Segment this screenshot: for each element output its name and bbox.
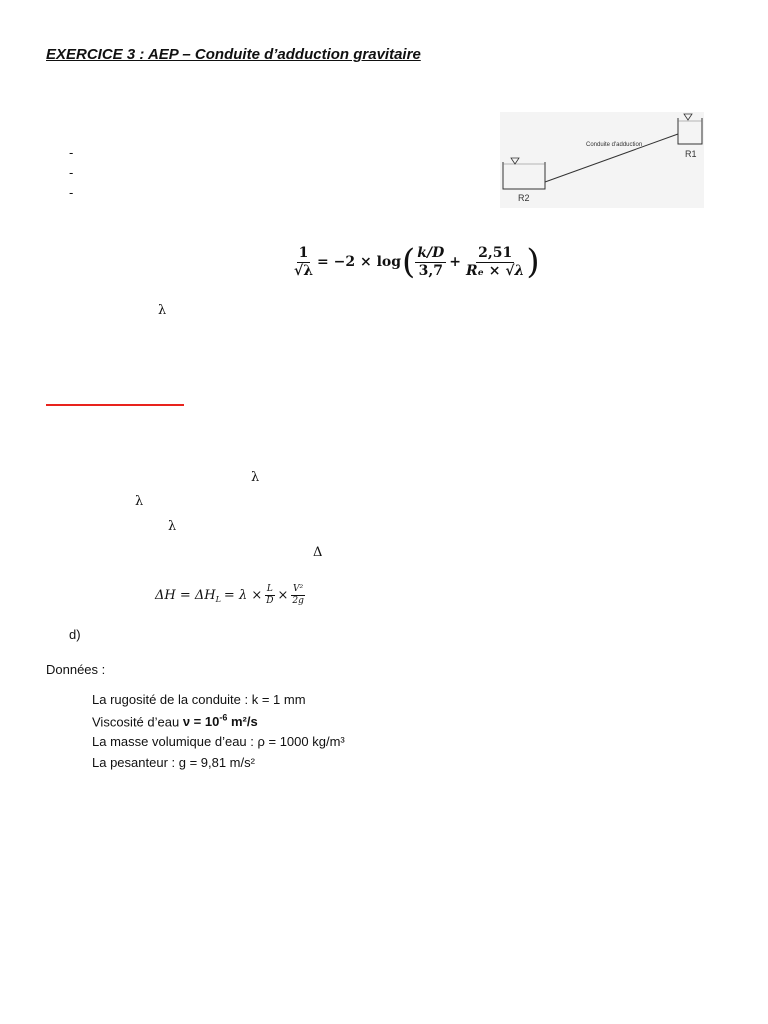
colebrook-equation (292, 240, 540, 284)
head-loss-times: × (277, 587, 289, 603)
colebrook-term2-den: Rₑ × √λ (466, 262, 525, 279)
head-loss-equals-lambda: = λ × (223, 587, 263, 603)
head-loss-subscript: L (215, 594, 221, 604)
frac-v2g-den: 2g (292, 595, 304, 606)
bullet-dash-2: - (69, 165, 74, 180)
colebrook-lhs-num: 1 (298, 245, 309, 262)
red-separator (46, 404, 184, 406)
viscosite-value: ν = 10 (182, 714, 220, 730)
item-d-label: d) (69, 627, 81, 642)
colebrook-term1-fraction (415, 245, 446, 278)
donnee-masse-volumique: La masse volumique d’eau : ρ = 1000 kg/m³ (92, 734, 345, 749)
colebrook-lhs-den: √λ (294, 262, 314, 279)
r2-label: R2 (518, 193, 530, 203)
lambda-symbol-1: λ (158, 303, 167, 318)
colebrook-term2-num: 2,51 (478, 245, 513, 262)
head-loss-lhs: ΔH = ΔH (155, 587, 216, 603)
donnee-viscosite (92, 713, 258, 729)
exercise-title: EXERCICE 3 : AEP – Conduite d’adduction gravitaire (46, 46, 421, 63)
bullet-dash-3: - (69, 185, 74, 200)
r1-label: R1 (685, 149, 697, 159)
head-loss-frac-ld (264, 584, 275, 606)
lambda-symbol-2: λ (251, 470, 260, 485)
head-loss-formula (155, 580, 306, 610)
lambda-symbol-4: λ (168, 519, 177, 534)
reservoir-diagram-svg (500, 112, 704, 208)
frac-v2g-num: V² (293, 584, 304, 595)
colebrook-term2-fraction (464, 245, 526, 278)
colebrook-term1-num: k/D (417, 245, 445, 262)
frac-ld-num: L (266, 584, 273, 595)
r2-water-symbol-icon (511, 158, 519, 164)
head-loss-frac-v2g (290, 584, 306, 606)
colebrook-equals-log: = −2 × log (317, 254, 402, 270)
viscosite-unit: m²/s (227, 714, 258, 730)
r1-water-symbol-icon (684, 114, 692, 120)
donnee-rugosite: La rugosité de la conduite : k = 1 mm (92, 692, 306, 707)
delta-symbol: Δ (313, 545, 323, 560)
bullet-dash-1: - (69, 145, 74, 160)
viscosite-exponent: -6 (219, 713, 228, 723)
frac-ld-den: D (266, 595, 274, 606)
colebrook-lhs-fraction (292, 245, 315, 278)
colebrook-term1-den: 3,7 (418, 262, 443, 279)
reservoir-diagram (500, 112, 704, 208)
reservoir-r2-shape (503, 162, 545, 189)
open-paren: ( (402, 242, 416, 282)
conduit-label: Conduite d'adduction (586, 142, 643, 148)
close-paren: ) (526, 242, 540, 282)
donnee-pesanteur: La pesanteur : g = 9,81 m/s² (92, 755, 255, 770)
donnees-heading: Données : (46, 662, 106, 677)
reservoir-r1-shape (678, 118, 702, 144)
colebrook-plus: + (449, 254, 461, 270)
lambda-symbol-3: λ (135, 494, 144, 509)
viscosite-label: Viscosité d’eau (92, 714, 183, 730)
